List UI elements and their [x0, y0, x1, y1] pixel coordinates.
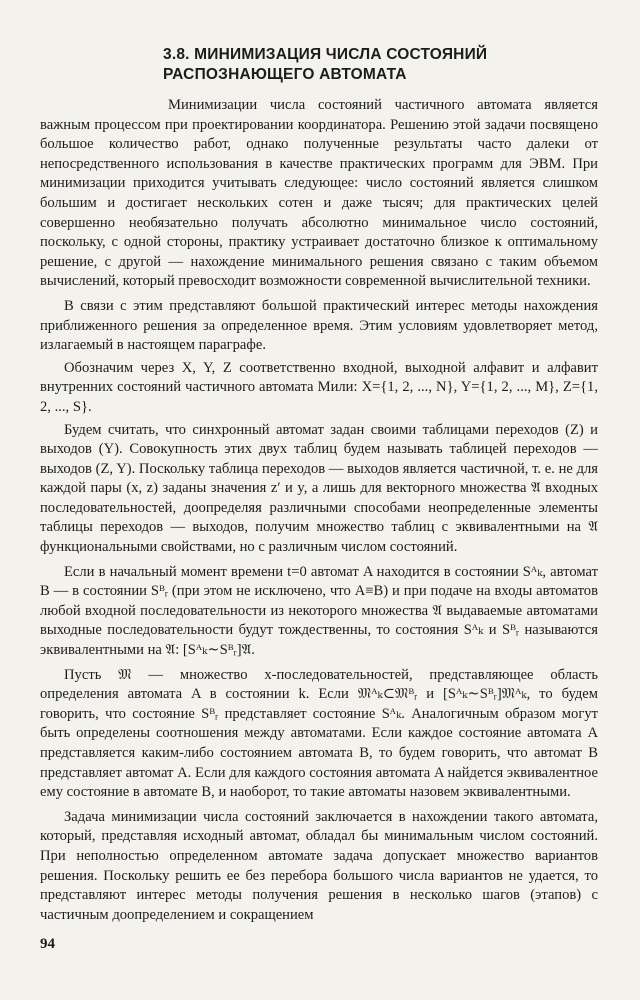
paragraph-7: Задача минимизации числа состояний заключается в нахождении такого автомата, который, представляя исходный автомат, обладал бы минимальным числом состояний. При неполностью определенном автомате задача допускает множество вариантов решения. Поскольку решить ее без перебора большого числа вариантов не удается, то представляют интерес методы получения решения в несколько шагов (этапов) с частичным доопределением и сокращением [40, 808, 598, 923]
body-text [40, 96, 598, 930]
section-title-line-2: РАСПОЗНАЮЩЕГО АВТОМАТА [163, 66, 407, 83]
section-title-line-1: 3.8. МИНИМИЗАЦИЯ ЧИСЛА СОСТОЯНИЙ [163, 46, 488, 63]
paragraph-5: Если в начальный момент времени t=0 автомат A находится в состоянии Sᴬₖ, автомат B — в состоянии Sᴮᵣ (при этом не исключено, что A≡B) и при подаче на входы автоматов любой входной последовательности из некоторого множества 𝔄 выдаваемые автоматами выходные последовательности будут тождественны, то состояния Sᴬₖ и Sᴮᵣ называются эквивалентными на 𝔄: [Sᴬₖ∼Sᴮᵣ]𝔄. [40, 563, 598, 659]
paragraph-4: Будем считать, что синхронный автомат задан своими таблицами переходов (Z) и выходов (Y). Совокупность этих двух таблиц будем называть таблицей переходов — выходов (Z, Y). Поскольку таблица переходов — выходов является частичной, т. е. не для каждой пары (x, z) заданы значения z′ и y, а лишь для векторного множества 𝔄 входных последовательностей, доопределяя различными способами неопределенные элементы таблицы переходов — выходов, получим множество таблиц с эквивалентными на 𝔄 функциональными свойствами, но с различным числом состояний. [40, 421, 598, 556]
paragraph-1: Минимизации числа состояний частичного автомата является важным процессом при проектировании координатора. Решению этой задачи посвящено большое количество работ, однако полученные результаты часто далеки от непосредственного использования в качестве практических программ для ЭВМ. При минимизации приходится учитывать следующее: число состояний является слишком большим и достигает нескольких сотен и даже тысяч; для практических целей совершенно необязательно получать абсолютно минимальное число состояний, поскольку, с одной стороны, практику устраивает достаточно близкое к оптимальному решение, с другой — нахождение минимального решения связано с таким объемом вычислений, который превосходит возможности современной вычислительной техники. [40, 97, 598, 290]
paragraph-6: Пусть 𝔐 — множество x-последовательностей, представляющее область определения автомата A в состоянии k. Если 𝔐ᴬₖ⊂𝔐ᴮᵣ и [Sᴬₖ∼Sᴮᵣ]𝔐ᴬₖ, то будем говорить, что состояние Sᴮᵣ представляет состояние Sᴬₖ. Аналогичным образом могут быть определены соотношения между автоматами. Если каждое состояние автомата A представляется каким-либо состоянием автомата B, то будем говорить, что автомат B представляет автомат A. Если для каждого состояния автомата A найдется эквивалентное ему состояние в автомате B, и наоборот, то такие автоматы назовем эквивалентными. [40, 666, 598, 801]
paragraph-2: В связи с этим представляют большой практический интерес методы нахождения приближенного решения за определенное время. Этим условиям удовлетворяет метод, излагаемый в настоящем параграфе. [40, 297, 598, 354]
paragraph-3: Обозначим через X, Y, Z соответственно входной, выходной алфавит и алфавит внутренних состояний частичного автомата Мили: X={1, 2, ..., N}, Y={1, 2, ..., M}, Z={1, 2, ..., S}. [40, 359, 598, 415]
page-number: 94 [40, 936, 55, 952]
section-heading [163, 45, 603, 85]
